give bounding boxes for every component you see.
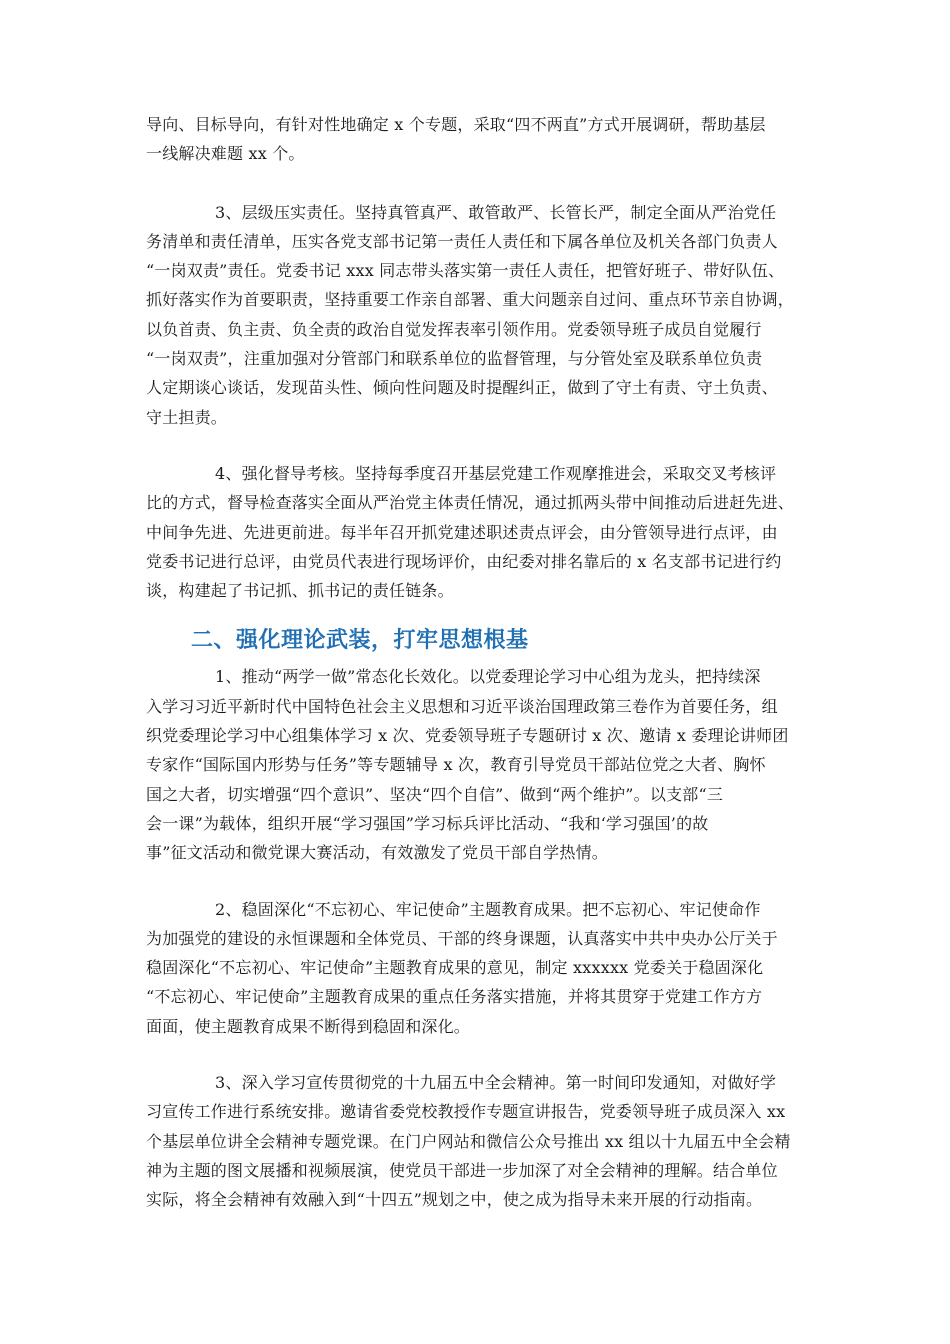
text-line: 实际，将全会精神有效融入到“十四五”规划之中，使之成为指导未来开展的行动指南。 [146,1190,763,1210]
paragraph-item-4-supervision [146,459,811,605]
text-line: “一岗双责”责任。党委书记 xxx 同志带头落实第一责任人责任，把管好班子、带好队伍、 [146,261,785,281]
text-line: 人定期谈心谈话，发现苗头性、倾向性问题及时提醒纠正，做到了守土有责、守土负责、 [146,378,778,398]
text-line: 入学习习近平新时代中国特色社会主义思想和习近平谈治国理政第三卷作为首要任务，组 [146,696,778,716]
text-line: 守土担责。 [146,407,228,427]
text-line: 3、深入学习宣传贯彻党的十九届五中全会精神。第一时间印发通知，对做好学 [215,1073,777,1093]
text-line: 稳固深化“不忘初心、牢记使命”主题教育成果的意见，制定 xxxxxx 党委关于稳固深化 [146,958,764,978]
text-line: 1、推动“两学一做”常态化长效化。以党委理论学习中心组为龙头，把持续深 [215,667,761,687]
text-line: 党委书记进行总评，由党员代表进行现场评价，由纪委对排名靠后的 x 名支部书记进行约 [146,551,782,571]
text-line: “一岗双责”，注重加强对分管部门和联系单位的监督管理，与分管处室及联系单位负责 [146,349,763,369]
text-line: 3、层级压实责任。坚持真管真严、敢管敢严、长管长严，制定全面从严治党任 [215,202,777,222]
paragraph-continuation [146,110,811,169]
section-heading: 二、强化理论武装，打牢思想根基 [191,628,529,654]
text-line: 以负首责、负主责、负全责的政治自觉发挥表率引领作用。党委领导班子成员自觉履行 [146,319,762,339]
text-line: 织党委理论学习中心组集体学习 x 次、党委领导班子专题研讨 x 次、邀请 x 委理论讲师团 [146,726,789,746]
text-line: 一线解决难题 xx 个。 [146,144,305,164]
text-line: 比的方式，督导检查落实全面从严治党主体责任情况，通过抓两头带中间推动后进赶先进、 [146,493,795,513]
text-line: 面面，使主题教育成果不断得到稳固和深化。 [146,1016,471,1036]
text-line: 中间争先进、先进更前进。每半年召开抓党建述职述责点评会，由分管领导进行点评，由 [146,522,778,542]
text-line: 事”征文活动和微党课大赛活动，有效激发了党员干部自学热情。 [146,843,608,863]
paragraph-item-3-plenum [146,1068,811,1214]
text-line: 抓好落实作为首要职责，坚持重要工作亲自部署、重大问题亲自过问、重点环节亲自协调， [146,290,795,310]
paragraph-item-2-education [146,895,811,1041]
text-line: 谈，构建起了书记抓、抓书记的责任链条。 [146,581,454,601]
text-line: 务清单和责任清单，压实各党支部书记第一责任人责任和下属各单位及机关各部门负责人 [146,231,778,251]
paragraph-item-3-responsibility [146,198,811,432]
text-line: 会一课”为载体，组织开展“学习强国”学习标兵评比活动、“我和‘学习强国’的故 [146,813,709,833]
paragraph-item-1-study [146,662,811,867]
text-line: 国之大者，切实增强“四个意识”、坚决“四个自信”、做到“两个维护”。以支部“三 [146,784,724,804]
text-line: 导向、目标导向，有针对性地确定 x 个专题，采取“四不两直”方式开展调研，帮助基层 [146,115,766,134]
text-line: “不忘初心、牢记使命”主题教育成果的重点任务落实措施，并将其贯穿于党建工作方方 [146,987,763,1007]
text-line: 习宣传工作进行系统安排。邀请省委党校教授作专题宣讲报告，党委领导班子成员深入 xx [146,1102,786,1122]
text-line: 为加强党的建设的永恒课题和全体党员、干部的终身课题，认真落实中共中央办公厅关于 [146,928,778,948]
text-line: 神为主题的图文展播和视频展演，使党员干部进一步加深了对全会精神的理解。结合单位 [146,1160,778,1180]
text-line: 2、稳固深化“不忘初心、牢记使命”主题教育成果。把不忘初心、牢记使命作 [215,899,761,919]
document-body [146,110,811,1242]
text-line: 专家作“国际国内形势与任务”等专题辅导 x 次，教育引导党员干部站位党之大者、胸怀 [146,755,766,775]
text-line: 个基层单位讲全会精神专题党课。在门户网站和微信公众号推出 xx 组以十九届五中全会精 [146,1131,791,1151]
text-line: 4、强化督导考核。坚持每季度召开基层党建工作观摩推进会，采取交叉考核评 [215,463,777,483]
